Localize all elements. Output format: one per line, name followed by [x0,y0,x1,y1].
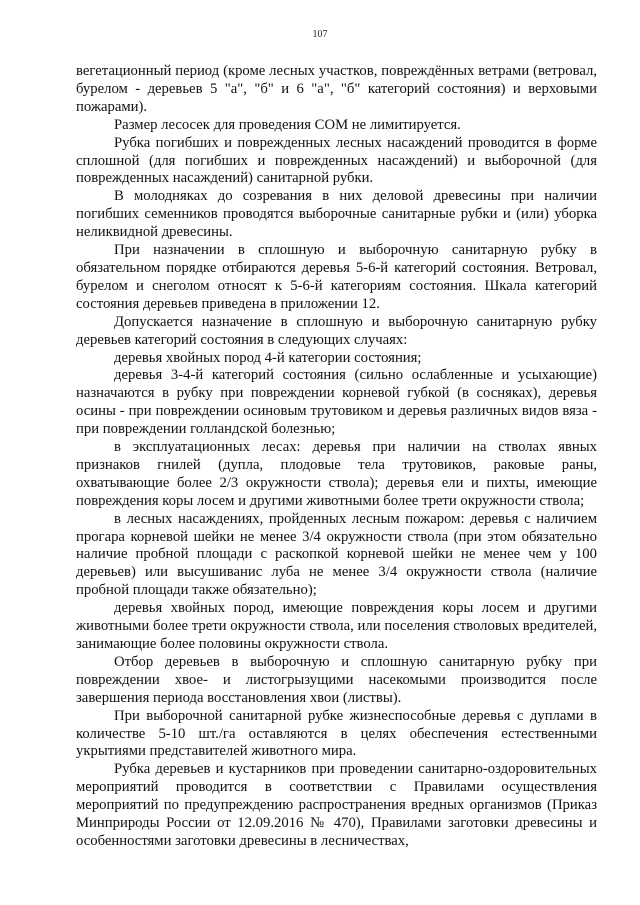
paragraph: В молодняках до созревания в них деловой древесины при наличии погибших семенников проводятся выборочные санитарные рубки и (или) уборка неликвидной древесины. [76,188,597,241]
list-item: в эксплуатационных лесах: деревья при наличии на стволах явных признаков гнилей (дупла, плодовые тела трутовиков, раковые раны, охватывающие более 2/3 окружности ствола); деревья ели и пихты, имеющие повреждения коры лосем и другими животными более трети окружности ствола; [76,439,597,509]
paragraph: Рубка деревьев и кустарников при проведении санитарно-оздоровительных мероприятий проводится в соответствии с Правилами осуществления мероприятий по предупреждению распространения вредных организмов (Приказ Минприроды России от 12.09.2016 № 470), Правилами заготовки древесины и особенностями заготовки древесины в лесничествах, [76,761,597,849]
paragraph: Размер лесосек для проведения СОМ не лимитируется. [114,116,461,133]
paragraph: Допускается назначение в сплошную и выборочную санитарную рубку деревьев категорий состояния в следующих случаях: [76,313,597,348]
paragraph: При выборочной санитарной рубке жизнеспособные деревья с дуплами в количестве 5-10 шт./га оставляются в целях обеспечения естественными укрытиями представителей животного мира. [76,707,597,760]
list-item: деревья хвойных пород, имеющие повреждения коры лосем и другими животными более трети окружности ствола, или поселения стволовых вредителей, занимающие более половины окружности ствола. [76,600,597,652]
list-item: деревья хвойных пород 4-й категории состояния; [114,349,422,366]
paragraph: Отбор деревьев в выборочную и сплошную санитарную рубку при повреждении хвое- и листогрызущими насекомыми производится после завершения периода восстановления хвои (листвы). [76,653,597,706]
page-number: 107 [312,29,328,40]
list-item: в лесных насаждениях, пройденных лесным пожаром: деревья с наличием прогара корневой шейки не менее 3/4 окружности ствола (при этом обязательно наличие пробной площади с раскопкой корневой шейки не менее чем у 100 деревьев) или высушиванис луба не менее 3/4 окружности ствола (наличие пробной площади также обязательно); [76,510,597,599]
document-body [76,63,597,851]
list-item: деревья 3-4-й категорий состояния (сильно ослабленные и усыхающие) назначаются в рубку при повреждении корневой губкой (в сосняках), деревья осины - при повреждении осиновым трутовиком и деревья различных видов вяза - при повреждении голландской болезнью; [76,367,597,438]
paragraph: При назначении в сплошную и выборочную санитарную рубку в обязательном порядке отбираются деревья 5-6-й категорий состояния. Ветровал, бурелом и снеголом относят к 5-6-й категориям состояния. Шкала категорий состояния деревьев приведена в приложении 12. [76,242,597,312]
paragraph-continuation: вегетационный период (кроме лесных участков, повреждённых ветрами (ветровал, бурелом - деревьев 5 "а", "б" и 6 "а", "б" категорий состояния) и верховыми пожарами). [76,63,597,115]
paragraph: Рубка погибших и поврежденных лесных насаждений проводится в форме сплошной (для погибших и поврежденных насаждений) и выборочной (для поврежденных насаждений) санитарной рубки. [76,134,597,187]
